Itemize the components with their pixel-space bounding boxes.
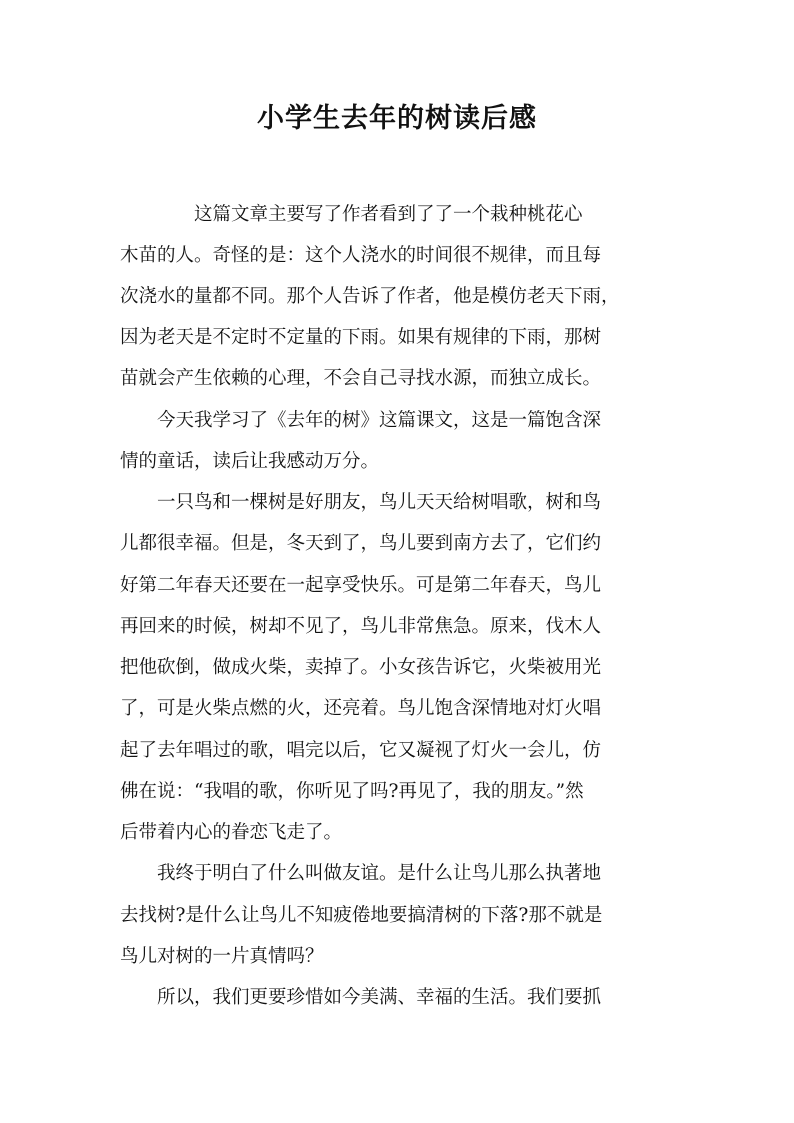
text-line: 儿都很幸福。但是，冬天到了，鸟儿要到南方去了，它们约 [120,533,602,554]
text-line: 起了去年唱过的歌，唱完以后，它又凝视了灯火一会儿，仿 [120,740,602,761]
text-line: 次浇水的量都不同。那个人告诉了作者，他是模仿老天下雨， [120,286,620,307]
text-line: 把他砍倒，做成火柴，卖掉了。小女孩告诉它，火柴被用光 [120,657,602,678]
text-line: 今天我学习了《去年的树》这篇课文，这是一篇饱含深 [120,410,602,431]
text-line: 佛在说：“我唱的歌，你听见了吗?再见了，我的朋友。”然 [120,781,584,802]
text-line: 了，可是火柴点燃的火，还亮着。鸟儿饱含深情地对灯火唱 [120,698,602,719]
text-line: 木苗的人。奇怪的是：这个人浇水的时间很不规律，而且每 [120,245,602,266]
text-line: 情的童话，读后让我感动万分。 [120,451,380,472]
text-line: 苗就会产生依赖的心理，不会自己寻找水源，而独立成长。 [120,368,602,389]
text-line: 一只鸟和一棵树是好朋友，鸟儿天天给树唱歌，树和鸟 [120,492,602,513]
text-line: 我终于明白了什么叫做友谊。是什么让鸟儿那么执著地 [120,863,602,884]
text-line: 再回来的时候，树却不见了，鸟儿非常焦急。原来，伐木人 [120,616,602,637]
page-title: 小学生去年的树读后感 [257,103,537,134]
text-line: 好第二年春天还要在一起享受快乐。可是第二年春天，鸟儿 [120,575,602,596]
text-line: 所以，我们更要珍惜如今美满、幸福的生活。我们要抓 [120,987,602,1008]
text-line: 因为老天是不定时不定量的下雨。如果有规律的下雨，那树 [120,327,602,348]
text-line: 这篇文章主要写了作者看到了了一个栽种桃花心 [120,204,583,225]
text-line: 后带着内心的眷恋飞走了。 [120,822,343,843]
text-line: 鸟儿对树的一片真情吗？ [120,946,324,967]
text-line: 去找树?是什么让鸟儿不知疲倦地要搞清树的下落?那不就是 [120,905,603,926]
